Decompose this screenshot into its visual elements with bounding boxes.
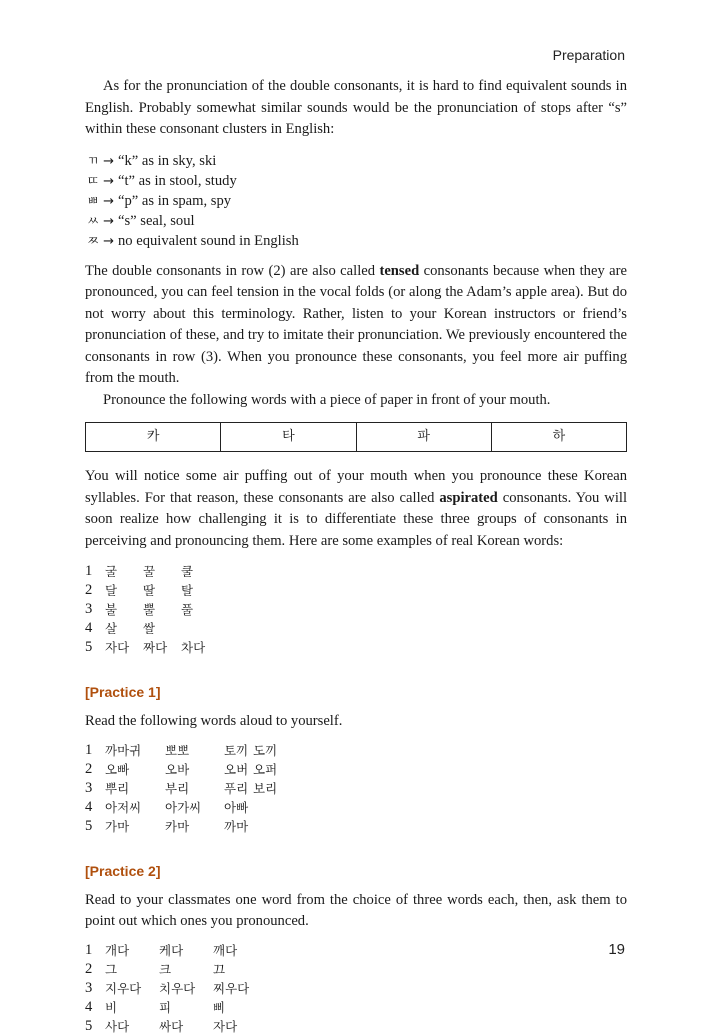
term-aspirated: aspirated — [439, 489, 498, 506]
word: 그 — [105, 961, 118, 977]
list-item — [85, 960, 627, 979]
row-number: 5 — [85, 817, 93, 834]
list-item — [85, 1017, 627, 1036]
row-number: 2 — [85, 960, 93, 977]
word: 뿌리 — [105, 780, 130, 796]
pronounce-instruction: Pronounce the following words with a piece of paper in front of your mouth. — [103, 391, 551, 408]
arrow-icon: → — [103, 213, 114, 229]
page-body — [85, 76, 627, 1036]
table-cell: 파 — [356, 423, 491, 452]
practice-1-instruction: Read the following words aloud to yourself. — [85, 713, 343, 729]
row-number: 5 — [85, 639, 93, 655]
word: 오퍼 — [253, 761, 278, 777]
list-item — [85, 798, 627, 817]
word: 까마 — [224, 818, 249, 834]
list-item — [85, 619, 627, 638]
word: 푸리 — [224, 780, 249, 796]
list-item — [85, 779, 627, 798]
list-item — [85, 638, 627, 657]
table-cell: 하 — [491, 423, 626, 452]
list-item — [87, 171, 627, 191]
word: 깨다 — [213, 942, 238, 958]
list-item — [87, 191, 627, 211]
sound-description: no equivalent sound in English — [117, 232, 299, 249]
word: 탈 — [181, 583, 194, 598]
word: 풀 — [181, 602, 194, 617]
word: 아빠 — [224, 799, 249, 815]
sound-description: “s” seal, soul — [117, 212, 195, 229]
practice-1-word-list — [85, 741, 627, 836]
text-run: You will notice some air puffing out of your mouth when you pronounce these Korean syllables. For that reason, these consonants are also called — [85, 468, 627, 506]
practice-2-word-list — [85, 941, 627, 1036]
word: 아가씨 — [165, 799, 202, 815]
example-word-list — [85, 562, 627, 657]
word: 쿨 — [181, 564, 194, 579]
list-item — [87, 151, 627, 171]
double-consonant-list — [85, 151, 627, 251]
word: 지우다 — [105, 980, 142, 996]
text-run: The double consonants in row (2) are also called — [85, 262, 380, 279]
list-item — [85, 581, 627, 600]
row-number: 5 — [85, 1017, 93, 1034]
word: 쌀 — [143, 621, 156, 636]
list-item — [85, 600, 627, 619]
tensed-paragraph — [85, 261, 627, 390]
word: 차다 — [181, 640, 206, 655]
row-number: 4 — [85, 620, 93, 636]
word: 삐 — [213, 999, 226, 1015]
list-item — [85, 941, 627, 960]
word: 오빠 — [105, 761, 130, 777]
list-item — [85, 979, 627, 998]
word: 카마 — [165, 818, 190, 834]
word: 아저씨 — [105, 799, 142, 815]
word: 부리 — [165, 780, 190, 796]
word: 오바 — [165, 761, 190, 777]
word: 싸다 — [159, 1018, 184, 1034]
word: 찌우다 — [213, 980, 250, 996]
arrow-icon: → — [103, 173, 114, 189]
running-head: Preparation — [552, 47, 625, 63]
list-item — [85, 817, 627, 836]
word: 보리 — [253, 780, 278, 796]
list-item — [87, 231, 627, 251]
term-tensed: tensed — [379, 262, 420, 279]
sound-description: “k” as in sky, ski — [117, 152, 217, 169]
word: 오버 — [224, 761, 249, 777]
intro-paragraph: As for the pronunciation of the double consonants, it is hard to find equivalent sounds in English. Probably somewhat similar sounds would be the pronunciation of stops after “s” within these consonant clusters in English: — [85, 78, 627, 137]
word: 뿔 — [143, 602, 156, 617]
word: 딸 — [143, 583, 156, 598]
row-number: 4 — [85, 998, 93, 1015]
word: 개다 — [105, 942, 130, 958]
word: 짜다 — [143, 640, 168, 655]
list-item — [87, 211, 627, 231]
aspirated-syllable-table — [85, 422, 627, 452]
arrow-icon: → — [103, 153, 114, 169]
word: 자다 — [105, 640, 130, 655]
word: 까마귀 — [105, 742, 142, 758]
text-run: consonants. You will soon realize how challenging it is to differentiate these three groups of consonants in perceiving and pronouncing them. Here are some examples of real Korean words: — [85, 489, 628, 549]
aspirated-paragraph — [85, 466, 627, 552]
row-number: 2 — [85, 760, 93, 777]
word: 살 — [105, 621, 118, 636]
practice-2-heading: [Practice 2] — [85, 862, 161, 879]
table-cell: 타 — [221, 423, 356, 452]
jamo: ㄸ — [87, 172, 100, 188]
word: 불 — [105, 602, 118, 617]
list-item — [85, 562, 627, 581]
row-number: 4 — [85, 798, 93, 815]
row-number: 3 — [85, 779, 93, 796]
row-number: 3 — [85, 979, 93, 996]
page-number: 19 — [608, 941, 625, 958]
jamo: ㅆ — [87, 212, 100, 228]
list-item — [85, 998, 627, 1017]
row-number: 3 — [85, 601, 93, 617]
jamo: ㅉ — [87, 232, 100, 248]
list-item — [85, 741, 627, 760]
word: 사다 — [105, 1018, 130, 1034]
arrow-icon: → — [103, 233, 114, 249]
row-number: 2 — [85, 582, 93, 598]
sound-description: “t” as in stool, study — [117, 172, 237, 189]
table-cell: 카 — [86, 423, 221, 452]
word: 비 — [105, 999, 118, 1015]
arrow-icon: → — [103, 193, 114, 209]
word: 가마 — [105, 818, 130, 834]
word: 자다 — [213, 1018, 238, 1034]
word: 도끼 — [253, 742, 278, 758]
word: 치우다 — [159, 980, 196, 996]
word: 토끼 — [224, 742, 249, 758]
list-item — [85, 760, 627, 779]
word: 케다 — [159, 942, 184, 958]
text-run: consonants because when they are pronounced, you can feel tension in the vocal folds (or along the Adam’s apple area). But do not worry about this terminology. Rather, listen to your Korean instructors or friend’s pronunciation of these, and try to imitate their pronunciation. We previously encountered the consonants in row (3). When you pronounce these consonants, you feel more air puffing from the mouth. — [85, 262, 627, 386]
practice-1-heading: [Practice 1] — [85, 684, 161, 700]
word: 굴 — [105, 564, 118, 579]
word: 달 — [105, 583, 118, 598]
word: 피 — [159, 999, 172, 1015]
word: 크 — [159, 961, 172, 977]
jamo: ㅃ — [87, 192, 100, 208]
word: 꿀 — [143, 564, 156, 579]
sound-description: “p” as in spam, spy — [117, 192, 232, 209]
row-number: 1 — [85, 941, 93, 958]
jamo: ㄲ — [87, 152, 100, 168]
word: 뽀뽀 — [165, 742, 190, 758]
row-number: 1 — [85, 741, 93, 758]
word: 끄 — [213, 961, 226, 977]
practice-2-instruction: Read to your classmates one word from the choice of three words each, then, ask them to point out which ones you pronounced. — [85, 891, 627, 929]
row-number: 1 — [85, 563, 93, 579]
